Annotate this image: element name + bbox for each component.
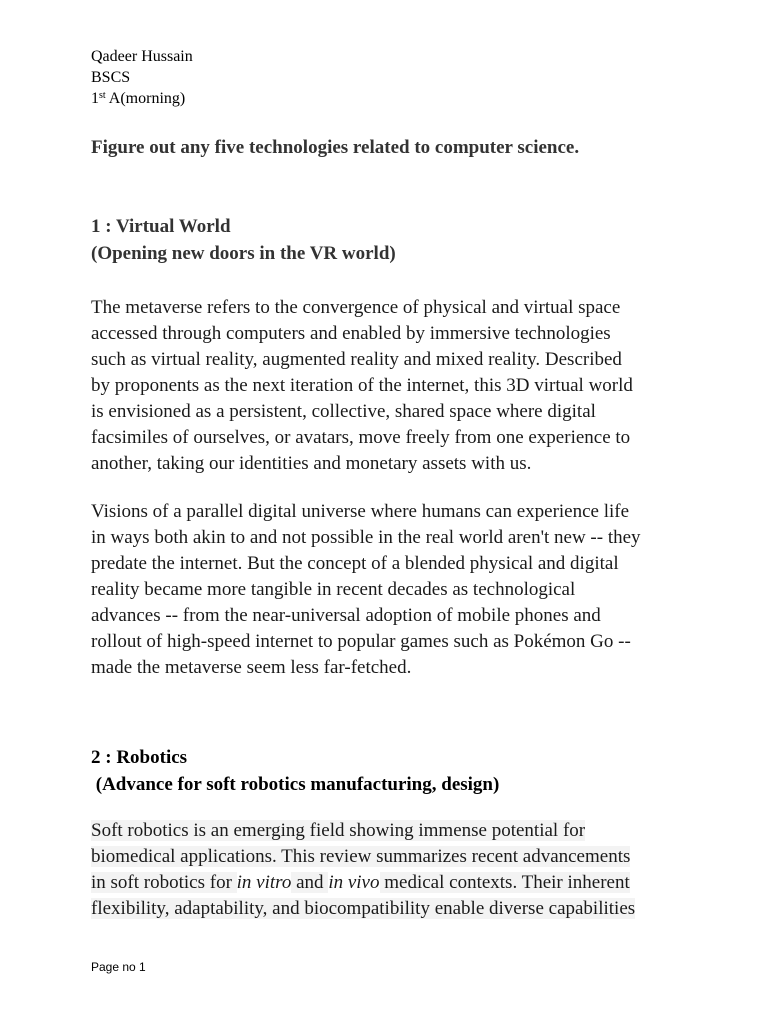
paragraph-text: flexibility, adaptability, and biocompatibility enable diverse capabilities [91,898,636,919]
paragraph-text: medical contexts. Their inherent [379,872,630,893]
paragraph-text: Soft robotics is an emerging field showing immense potential for [91,820,586,841]
section-2-paragraph [91,818,691,922]
paragraph-text: and [291,872,329,893]
paragraph-line: another, taking our identities and monetary assets with us. [91,453,532,474]
paragraph-line: predate the internet. But the concept of a blended physical and digital [91,553,619,574]
paragraph-line: accessed through computers and enabled by immersive technologies [91,323,611,344]
section-1-subtitle: (Opening new doors in the VR world) [91,243,396,264]
paragraph-line: rollout of high-speed internet to popular games such as Pokémon Go -- [91,631,631,652]
student-name: Qadeer Hussain [91,48,193,65]
page-number-footer: Page no 1 [91,960,146,974]
student-info [91,46,193,109]
section-1-title: 1 : Virtual World [91,216,231,237]
paragraph-line: Visions of a parallel digital universe where humans can experience life [91,501,630,522]
semester-number: 1 [91,90,99,107]
paragraph-line: advances -- from the near-universal adoption of mobile phones and [91,605,601,626]
paragraph-line: by proponents as the next iteration of the internet, this 3D virtual world [91,375,633,396]
section-2-subtitle: (Advance for soft robotics manufacturing, design) [91,774,500,795]
semester-section: A(morning) [105,90,186,107]
italic-term: in vitro [236,872,292,893]
paragraph-line: The metaverse refers to the convergence of physical and virtual space [91,297,621,318]
paragraph-line: made the metaverse seem less far-fetched. [91,657,412,678]
paragraph-line [91,844,691,870]
section-2-title: 2 : Robotics [91,747,188,768]
paragraph-text: in soft robotics for [91,872,237,893]
section-1-paragraph-1 [91,295,691,477]
paragraph-line [91,870,691,896]
paragraph-text: biomedical applications. This review summarizes recent advancements [91,846,631,867]
paragraph-line [91,818,691,844]
assignment-question: Figure out any five technologies related to computer science. [91,137,580,158]
section-2-heading [91,744,499,798]
paragraph-line: such as virtual reality, augmented reality and mixed reality. Described [91,349,622,370]
student-semester [91,88,193,109]
paragraph-line: facsimiles of ourselves, or avatars, move freely from one experience to [91,427,631,448]
semester-suffix: st [99,90,106,101]
paragraph-line [91,896,691,922]
italic-term: in vivo [328,872,380,893]
student-program: BSCS [91,69,131,86]
paragraph-line: reality became more tangible in recent decades as technological [91,579,576,600]
section-1-heading [91,213,396,267]
paragraph-line: in ways both akin to and not possible in the real world aren't new -- they [91,527,641,548]
section-1-paragraph-2 [91,499,691,681]
paragraph-line: is envisioned as a persistent, collective, shared space where digital [91,401,596,422]
